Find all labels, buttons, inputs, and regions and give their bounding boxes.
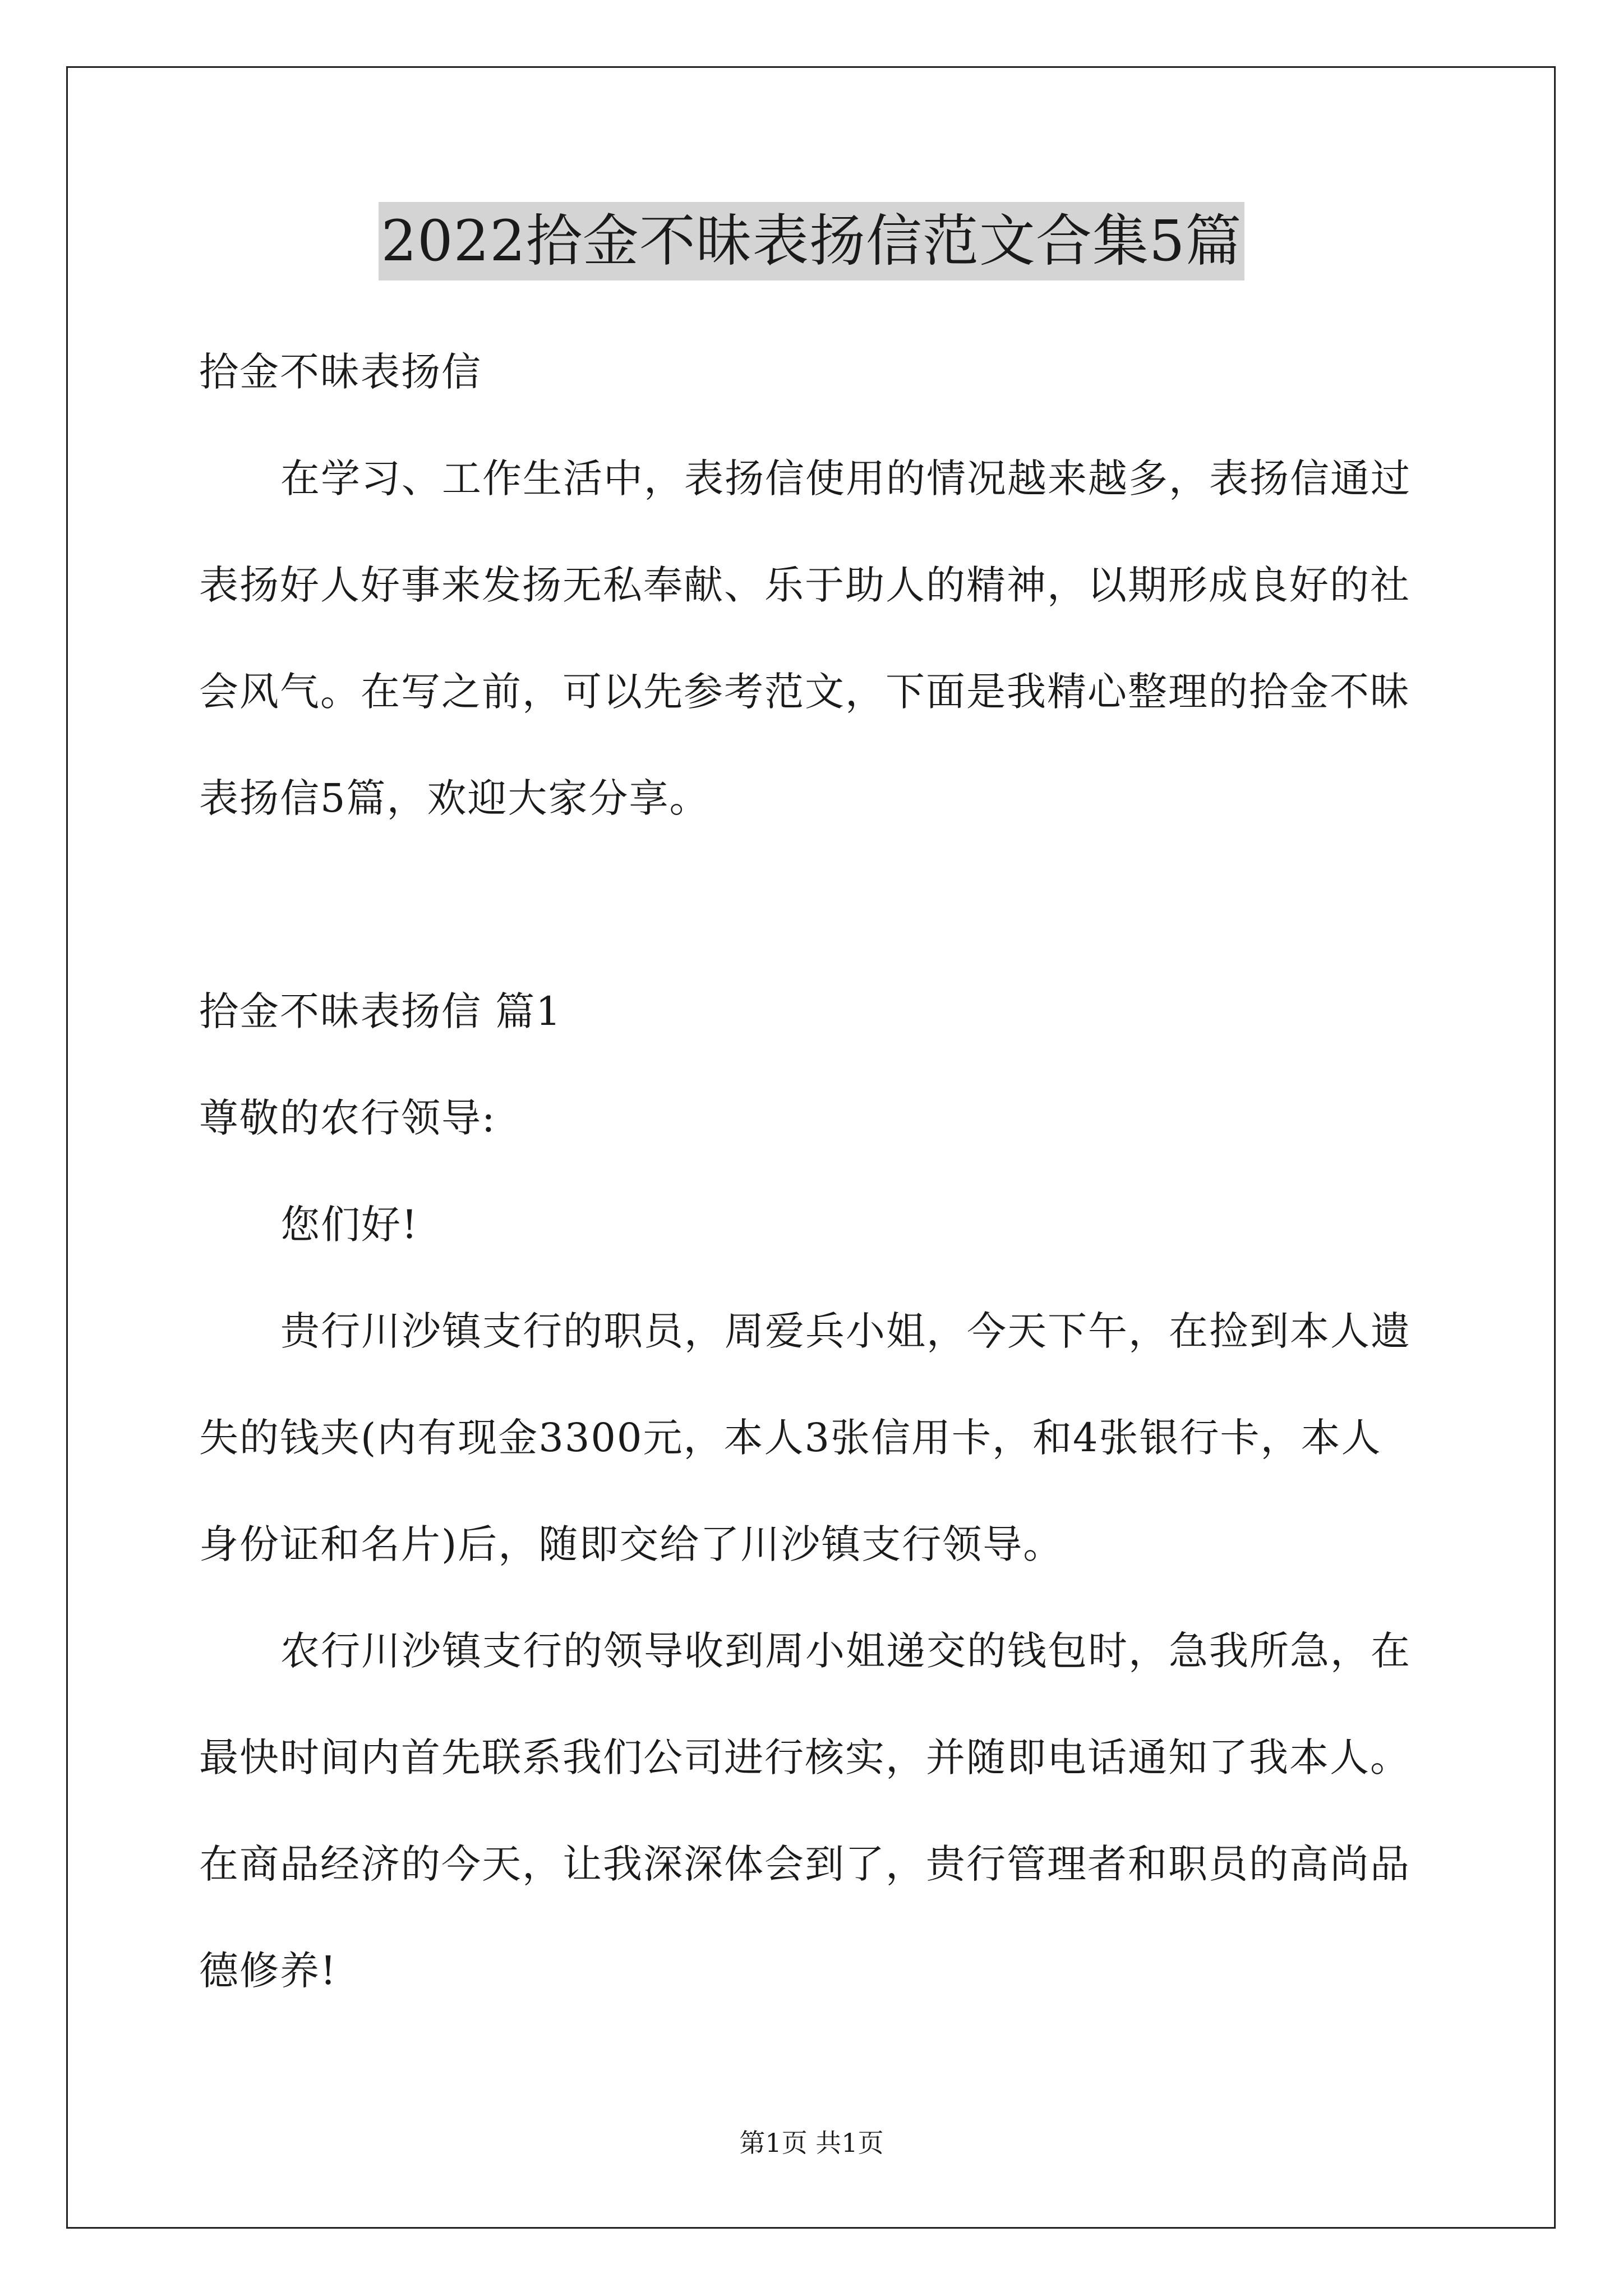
letter-salutation: 尊敬的农行领导: bbox=[199, 1095, 496, 1141]
paragraph-line: 在商品经济的今天，让我深深体会到了，贵行管理者和职员的高尚品 bbox=[199, 1841, 1410, 1887]
section-spacer bbox=[199, 852, 1433, 958]
title-container bbox=[0, 202, 1623, 280]
paragraph-line: 身份证和名片)后，随即交给了川沙镇支行领导。 bbox=[199, 1521, 1064, 1567]
paragraph-line: 农行川沙镇支行的领导收到周小姐递交的钱包时，急我所急，在 bbox=[280, 1628, 1411, 1674]
paragraph-line: 贵行川沙镇支行的职员，周爱兵小姐，今天下午，在捡到本人遗 bbox=[280, 1308, 1411, 1354]
paragraph-line: 失的钱夹(内有现金3300元，本人3张信用卡，和4张银行卡，本人 bbox=[199, 1415, 1382, 1461]
intro-heading: 拾金不昧表扬信 bbox=[199, 349, 482, 395]
page-footer: 第1页 共1页 bbox=[739, 2128, 884, 2158]
paragraph-line: 最快时间内首先联系我们公司进行核实，并随即电话通知了我本人。 bbox=[199, 1734, 1410, 1780]
document-title: 2022拾金不昧表扬信范文合集5篇 bbox=[379, 202, 1244, 280]
paragraph-line: 德修养! bbox=[199, 1948, 338, 1994]
document-body bbox=[199, 319, 1433, 2024]
intro-line: 表扬信5篇，欢迎大家分享。 bbox=[199, 775, 710, 821]
intro-line: 在学习、工作生活中，表扬信使用的情况越来越多，表扬信通过 bbox=[280, 455, 1411, 501]
letter-greeting: 您们好! bbox=[280, 1202, 419, 1248]
intro-line: 会风气。在写之前，可以先参考范文，下面是我精心整理的拾金不昧 bbox=[199, 669, 1410, 715]
intro-line: 表扬好人好事来发扬无私奉献、乐于助人的精神，以期形成良好的社 bbox=[199, 562, 1410, 608]
section-heading: 拾金不昧表扬信 篇1 bbox=[199, 988, 562, 1034]
